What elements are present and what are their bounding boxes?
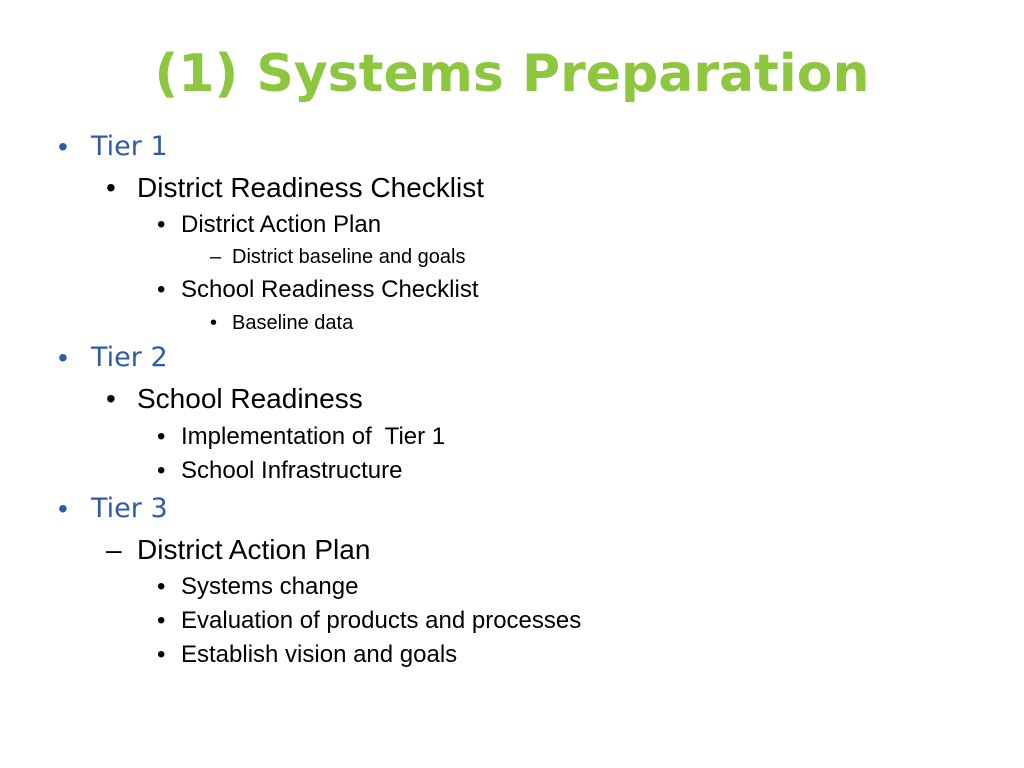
bullet-text: District Action Plan — [181, 211, 382, 238]
bullet-text: Tier 1 — [91, 131, 168, 162]
bullet-marker: • — [157, 573, 166, 600]
bullet-marker: • — [157, 457, 166, 484]
bullet-marker: • — [58, 131, 68, 162]
bullet-text: Implementation of Tier 1 — [181, 423, 446, 450]
bullet-text: District Readiness Checklist — [137, 172, 484, 203]
bullet-text: District baseline and goals — [232, 246, 466, 268]
bullet-marker: • — [157, 276, 166, 303]
bullet-text: School Readiness Checklist — [181, 276, 479, 303]
bullet-marker: • — [157, 423, 166, 450]
bullet-text: Evaluation of products and processes — [181, 607, 582, 634]
bullet-text: School Readiness — [137, 383, 363, 414]
bullet-text: Tier 2 — [91, 342, 168, 373]
bullet-text: Baseline data — [232, 312, 354, 334]
slide-title: (1) Systems Preparation — [154, 44, 870, 104]
bullet-marker: • — [157, 641, 166, 668]
bullet-marker: • — [106, 172, 116, 203]
bullet-marker: • — [210, 312, 218, 334]
bullet-marker: • — [58, 493, 68, 524]
bullet-text: Tier 3 — [91, 493, 168, 524]
bullet-text: Establish vision and goals — [181, 641, 458, 668]
dash-marker: – — [210, 246, 222, 268]
bullet-text: District Action Plan — [137, 534, 371, 565]
bullet-marker: • — [157, 211, 166, 238]
bullet-marker: • — [106, 383, 116, 414]
dash-marker: – — [106, 534, 122, 565]
bullet-marker: • — [58, 342, 68, 373]
bullet-text: Systems change — [181, 573, 359, 600]
bullet-marker: • — [157, 607, 166, 634]
bullet-text: School Infrastructure — [181, 457, 403, 484]
